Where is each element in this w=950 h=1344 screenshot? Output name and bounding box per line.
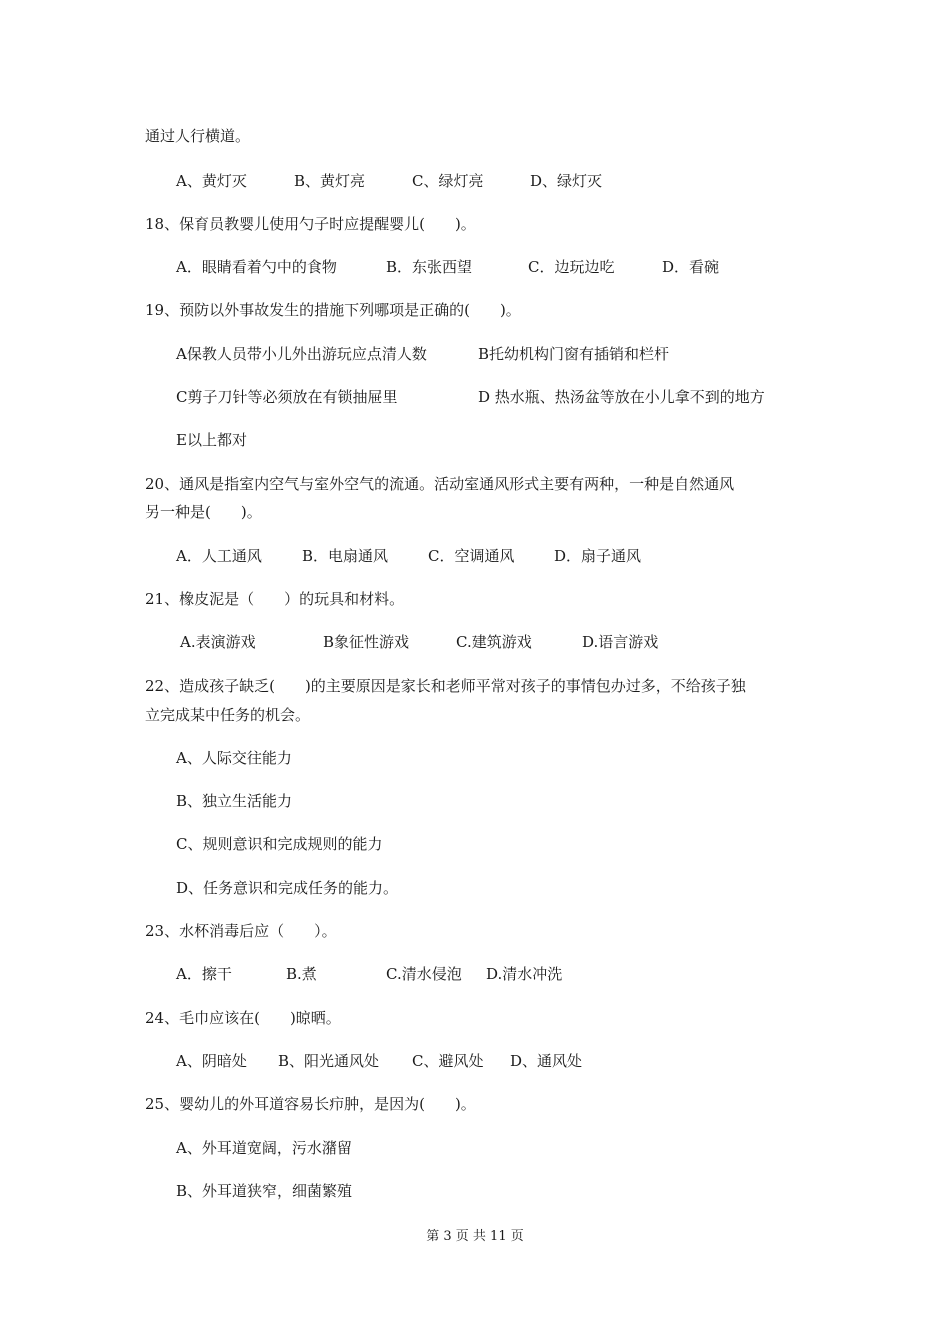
question-20-stem-line2: 另一种是( )。 [145,503,262,521]
option-d: D 热水瓶、热汤盆等放在小儿拿不到的地方 [478,388,765,406]
question-17-continuation: 通过人行横道。 [145,127,251,145]
question-19-stem: 19、预防以外事故发生的措施下列哪项是正确的( )。 [145,301,521,319]
question-25-option-b: B、外耳道狭窄，细菌繁殖 [176,1182,353,1200]
option-c: C．边玩边吃 [528,258,615,276]
question-25-option-a: A、外耳道宽阔，污水潴留 [176,1139,352,1157]
option-c: C、绿灯亮 [412,172,484,190]
option-a: A保教人员带小儿外出游玩应点清人数 [176,345,427,363]
question-20-options [176,546,696,566]
question-20-stem-line1: 20、通风是指室内空气与室外空气的流通。活动室通风形式主要有两种，一种是自然通风 [145,475,735,493]
question-25-stem: 25、婴幼儿的外耳道容易长疖肿，是因为( )。 [145,1095,476,1113]
question-22-option-a: A、人际交往能力 [176,749,292,767]
option-d: D、通风处 [510,1052,583,1070]
question-19-options-row2 [176,387,816,407]
option-b: B、黄灯亮 [294,172,366,190]
option-d: D.语言游戏 [582,633,659,651]
option-b: B.煮 [286,965,317,983]
question-17-options [176,171,676,191]
option-b: B、阳光通风处 [278,1052,380,1070]
option-d: D.清水冲洗 [486,965,563,983]
question-21-stem: 21、橡皮泥是（ ）的玩具和材料。 [145,590,405,608]
option-b: B托幼机构门窗有插销和栏杆 [478,345,670,363]
question-22-stem-line2: 立完成某中任务的机会。 [145,706,311,724]
question-19-options-row1 [176,344,816,364]
option-d: D、绿灯灭 [530,172,603,190]
option-a: A．擦干 [176,965,232,983]
question-22-stem-line1: 22、造成孩子缺乏( )的主要原因是家长和老师平常对孩子的事情包办过多，不给孩子独 [145,677,746,695]
page-footer: 第 3 页 共 11 页 [426,1229,524,1244]
question-24-stem: 24、毛巾应该在( )晾晒。 [145,1009,341,1027]
question-23-stem: 23、水杯消毒后应（ ）。 [145,922,337,940]
option-a: A、阴暗处 [176,1052,247,1070]
option-c: C．空调通风 [428,547,515,565]
question-22-option-d: D、任务意识和完成任务的能力。 [176,879,399,897]
option-c: C.清水侵泡 [386,965,462,983]
option-b: B．东张西望 [386,258,473,276]
option-a: A、黄灯灭 [176,172,247,190]
question-22-option-b: B、独立生活能力 [176,792,293,810]
option-c: C.建筑游戏 [456,633,532,651]
question-23-options [176,964,676,984]
option-a: A．眼睛看着勺中的食物 [176,258,337,276]
option-c: C、避风处 [412,1052,484,1070]
question-18-options [176,257,776,277]
question-22-option-c: C、规则意识和完成规则的能力 [176,835,383,853]
question-18-stem: 18、保育员教婴儿使用勺子时应提醒婴儿( )。 [145,215,476,233]
option-c: C剪子刀针等必须放在有锁抽屉里 [176,388,398,406]
question-24-options [176,1051,676,1071]
option-a: A.表演游戏 [180,633,256,651]
option-a: A．人工通风 [176,547,262,565]
option-b: B．电扇通风 [302,547,389,565]
option-d: D．看碗 [662,258,720,276]
option-d: D．扇子通风 [554,547,642,565]
option-b: B象征性游戏 [323,633,410,651]
question-19-option-e: E以上都对 [176,431,247,449]
question-21-options [180,632,700,652]
